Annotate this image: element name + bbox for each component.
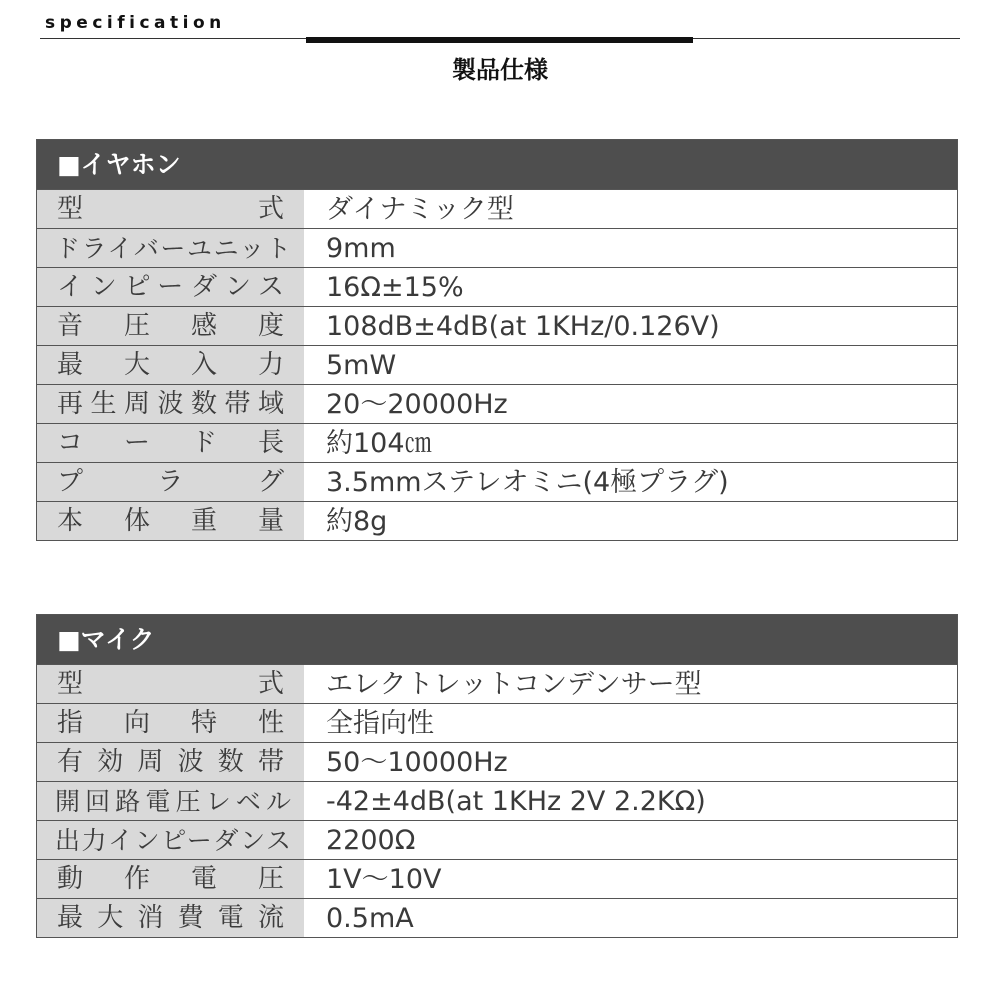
spec-key: 型 式	[37, 665, 304, 703]
spec-key: 有効周波数帯	[37, 743, 304, 781]
spec-value: 9mm	[326, 233, 396, 264]
spec-key: 動作電圧	[37, 860, 304, 898]
table-row	[37, 743, 957, 782]
table-heading: ■マイク	[37, 615, 957, 665]
spec-key: インピーダンス	[37, 268, 304, 306]
spec-value: 約8g	[326, 506, 388, 537]
spec-value: 108dB±4dB(at 1KHz/0.126V)	[326, 311, 720, 342]
table-row	[37, 463, 957, 502]
spec-value: エレクトレットコンデンサー型	[326, 669, 702, 700]
table-row	[37, 704, 957, 743]
spec-key: 本体重量	[37, 502, 304, 540]
spec-value: 約104㎝	[326, 428, 432, 459]
spec-key: 開回路電圧レベル	[37, 782, 304, 820]
table-row	[37, 190, 957, 229]
spec-key: コード長	[37, 424, 304, 462]
spec-key: ドライバーユニット	[37, 229, 304, 267]
spec-value: -42±4dB(at 1KHz 2V 2.2KΩ)	[326, 786, 706, 817]
table-heading: ■イヤホン	[37, 140, 957, 190]
table-row	[37, 307, 957, 346]
table-row	[37, 665, 957, 704]
earphone-spec-table	[36, 139, 958, 541]
mic-spec-table	[36, 614, 958, 938]
spec-key: 最大入力	[37, 346, 304, 384]
spec-value: 全指向性	[326, 708, 434, 739]
table-row	[37, 502, 957, 540]
spec-key: プラグ	[37, 463, 304, 501]
spec-value: 1V〜10V	[326, 864, 442, 895]
spec-value: 5mW	[326, 350, 397, 381]
spec-value: 2200Ω	[326, 825, 416, 856]
table-row	[37, 346, 957, 385]
table-row	[37, 782, 957, 821]
page-title: 製品仕様	[452, 55, 548, 84]
spec-label: specification	[45, 13, 226, 33]
spec-key: 型 式	[37, 190, 304, 228]
spec-value: 50〜10000Hz	[326, 747, 508, 778]
spec-value: 16Ω±15%	[326, 272, 464, 303]
table-row	[37, 899, 957, 937]
table-row	[37, 860, 957, 899]
table-row	[37, 229, 957, 268]
spec-value: 3.5mmステレオミニ(4極プラグ)	[326, 467, 729, 498]
spec-key: 最大消費電流	[37, 899, 304, 937]
spec-value: ダイナミック型	[326, 194, 514, 225]
spec-value: 0.5mA	[326, 903, 414, 934]
header-accent-bar	[306, 37, 693, 43]
table-row	[37, 424, 957, 463]
table-row	[37, 821, 957, 860]
table-row	[37, 268, 957, 307]
spec-key: 音圧感度	[37, 307, 304, 345]
spec-key: 再生周波数帯域	[37, 385, 304, 423]
spec-key: 出力インピーダンス	[37, 821, 304, 859]
table-row	[37, 385, 957, 424]
spec-key: 指向特性	[37, 704, 304, 742]
spec-value: 20〜20000Hz	[326, 389, 508, 420]
